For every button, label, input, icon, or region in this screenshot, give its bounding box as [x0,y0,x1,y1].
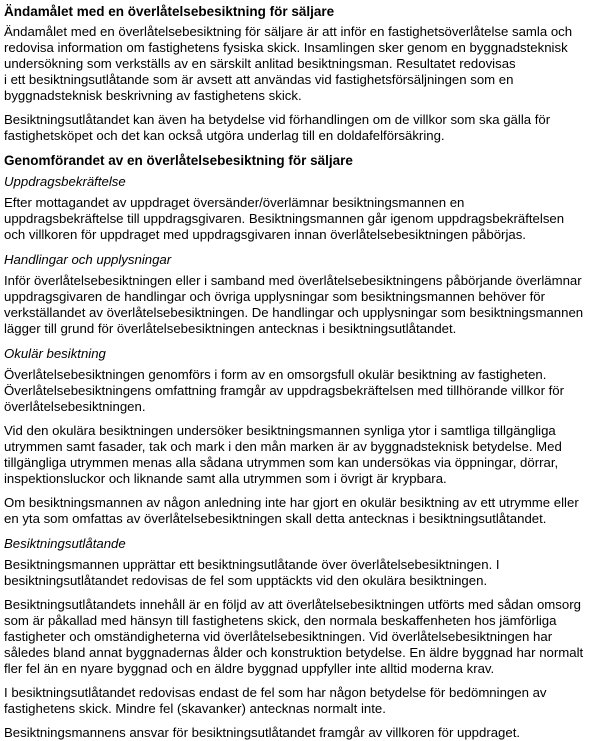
paragraph-inspection-report-1 [4,557,587,589]
text-line: överlåtelsebesiktningen. [4,399,146,414]
paragraph-inspection-report-4 [4,725,587,741]
text-line: besiktningsutlåtandet redovisas de fel som upptäckts vid den okulära besiktningen. [4,573,488,588]
text-line: uppdragsgivaren de handlingar och övriga upplysningar som besiktningsmannen behöver för [4,289,546,304]
subheading-visual-inspection: Okulär besiktning [4,346,106,361]
text-line: I besiktningsutlåtandet redovisas endast de fel som har någon betydelse för bedömningen av [4,685,547,700]
text-line: fastigheter och omständigheterna vid överlåtelsebesiktningen. Vid överlåtelsebesiktningen har [4,629,553,644]
text-line: Ändamålet med en överlåtelsebesiktning för säljare är att inför en fastighetsöverlåtelse samla och [4,24,573,39]
text-line: undersökning som verkställs av en särskilt anlitad besiktningsman. Resultatet redovisas [4,56,516,71]
text-line: en yta som omfattas av överlåtelsebesiktningen skall detta antecknas i besiktningsutlåtandet. [4,511,547,526]
text-line: således bland annat byggnadernas ålder och konstruktion betydelse. En äldre byggnad har normalt [4,645,584,660]
text-line: uppdragsbekräftelse till uppdragsgivaren. Besiktningsmannen går igenom uppdragsbekräftelsen [4,211,565,226]
paragraph-visual-inspection-3 [4,495,587,527]
text-line: Om besiktningsmannen av någon anledning inte har gjort en okulär besiktning av ett utrymme eller [4,495,579,510]
text-line: fler fel än en nyare byggnad och en äldre byggnad uppfyller inte alltid moderna krav. [4,661,495,676]
heading-purpose: Ändamålet med en överlåtelsebesiktning för säljare [4,4,335,19]
text-line: Inför överlåtelsebesiktningen eller i samband med överlåtelsebesiktningens påbörjande överlämnar [4,273,582,288]
text-line: och villkoren för uppdraget med uppdragsgivaren innan överlåtelsebesiktningen påbörjas. [4,227,526,242]
text-line: i ett besiktningsutlåtande som är avsett att användas vid fastighetsförsäljningen som en [4,72,514,87]
text-line: fastighetsköpet och det kan också utgöra underlag till en doldafelförsäkring. [4,128,445,143]
heading-execution: Genomförandet av en överlåtelsebesiktning för säljare [4,153,353,168]
paragraph-inspection-report-2 [4,597,587,677]
text-line: Besiktningsutlåtandets innehåll är en följd av att överlåtelsebesiktningen utförts med sådan omsorg [4,597,581,612]
paragraph-visual-inspection-2 [4,423,587,487]
paragraph-purpose-1 [4,24,587,104]
subheading-assignment-confirmation: Uppdragsbekräftelse [4,174,126,189]
paragraph-purpose-2 [4,112,587,144]
text-line: utrymmen samt fasader, tak och mark i den mån marken är av byggnadsteknisk betydelse. Med [4,439,562,454]
text-line: byggnadsteknisk beskrivning av fastighetens skick. [4,88,302,103]
text-line: Besiktningsmannens ansvar för besiktningsutlåtandet framgår av villkoren för uppdraget. [4,725,521,740]
text-line: verkställandet av överlåtelsebesiktningen. De handlingar och upplysningar som besiktningsmannen [4,305,584,320]
paragraph-inspection-report-3 [4,685,587,717]
text-line: fastighetens skick. Mindre fel (skavanker) antecknas normalt inte. [4,701,386,716]
text-line: Överlåtelsebesiktningens omfattning framgår av uppdragsbekräftelsen med tillhörande villkor för [4,383,565,398]
paragraph-documents-information [4,273,587,337]
text-line: lägger till grund för överlåtelsebesiktningen antecknas i besiktningsutlåtandet. [4,321,457,336]
text-line: som är påkallad med hänsyn till fastighetens skick, den normala beskaffenheten hos jämförliga [4,613,557,628]
text-line: redovisa information om fastighetens fysiska skick. Insamlingen sker genom en byggnadsteknisk [4,40,568,55]
text-line: Överlåtelsebesiktningen genomförs i form av en omsorgsfull okulär besiktning av fastigheten. [4,367,547,382]
text-line: Efter mottagandet av uppdraget översänder/överlämnar besiktningsmannen en [4,195,465,210]
text-line: tillgängliga utrymmen menas alla sådana utrymmen som kan undersökas via öppningar, dörrar, [4,455,559,470]
paragraph-visual-inspection-1 [4,367,587,415]
subheading-inspection-report: Besiktningsutlåtande [4,536,126,551]
text-line: inspektionsluckor och liknande samt alla utrymmen som i övrigt är krypbara. [4,471,447,486]
text-line: Besiktningsmannen upprättar ett besiktningsutlåtande över överlåtelsebesiktningen. I [4,557,500,572]
text-line: Besiktningsutlåtandet kan även ha betydelse vid förhandlingen om de villkor som ska gälla för [4,112,551,127]
paragraph-assignment-confirmation [4,195,587,243]
text-line: Vid den okulära besiktningen undersöker besiktningsmannen synliga ytor i samtliga tillgängliga [4,423,556,438]
subheading-documents-information: Handlingar och upplysningar [4,252,172,267]
